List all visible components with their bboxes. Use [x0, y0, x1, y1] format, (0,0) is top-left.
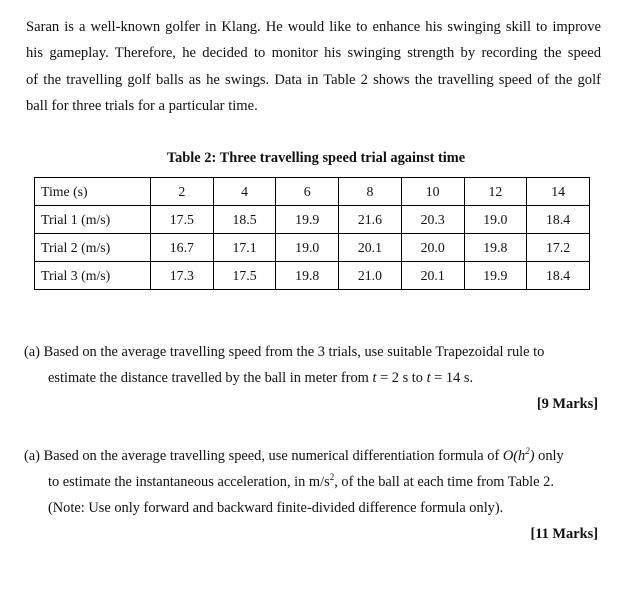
intro-line: Saran is a well-known golfer in Klang. He would like to enhance his swinging skill to improve: [26, 19, 601, 35]
table-cell: 18.4: [527, 206, 590, 234]
question-line: [24, 443, 599, 469]
variable-t: t: [426, 370, 431, 386]
marks-label: [11 Marks]: [530, 526, 598, 542]
question-text: Based on the average travelling speed from the 3 trials, use suitable Trapezoidal rule to: [43, 344, 545, 360]
table-header-cell: 12: [464, 178, 527, 206]
table-cell: 19.9: [464, 262, 527, 290]
table-cell: 19.0: [464, 206, 527, 234]
question-label: (a): [24, 448, 40, 464]
variable-t: t: [372, 370, 377, 386]
table-header-cell: 4: [213, 178, 276, 206]
question-label: (a): [24, 344, 40, 360]
table-caption: Table 2: Three travelling speed trial against time: [166, 150, 466, 166]
table-cell: 16.7: [151, 234, 214, 262]
table-header-cell: 2: [151, 178, 214, 206]
order-variable: h: [518, 448, 526, 464]
question-a-trapezoidal: [24, 339, 599, 391]
question-a-differentiation: [24, 443, 599, 521]
speed-trial-table: [34, 177, 590, 290]
table-cell: 19.9: [276, 206, 339, 234]
intro-line: ball for three trials for a particular time.: [26, 98, 258, 115]
order-symbol: O(: [502, 448, 519, 464]
big-o-notation: [503, 448, 535, 464]
table-cell: 17.5: [213, 262, 276, 290]
question-text: = 14 s.: [430, 370, 474, 386]
table-cell: 19.0: [276, 234, 339, 262]
table-cell: 20.3: [401, 206, 464, 234]
table-cell: 20.0: [401, 234, 464, 262]
table-cell: 18.4: [527, 262, 590, 290]
intro-line: his gameplay. Therefore, he decided to monitor his swinging strength by recording the speed: [26, 45, 601, 62]
table-cell: 21.6: [339, 206, 402, 234]
table-header-cell: 10: [401, 178, 464, 206]
table-header-cell: Time (s): [35, 178, 151, 206]
marks-label: [9 Marks]: [536, 396, 598, 412]
intro-line: of the travelling golf balls as he swings. Data in Table 2 shows the travelling speed of the golf: [26, 71, 601, 88]
table-header-cell: 14: [527, 178, 590, 206]
question-line: [24, 365, 599, 391]
table-cell: 19.8: [464, 234, 527, 262]
question-text: estimate the distance travelled by the ball in meter from: [48, 370, 373, 386]
table-cell: 21.0: [339, 262, 402, 290]
table-row: [35, 206, 590, 234]
intro-paragraph: [26, 14, 601, 120]
question-text: , of the ball at each time from Table 2.: [334, 474, 554, 490]
table-cell: 18.5: [213, 206, 276, 234]
question-text: Based on the average travelling speed, use numerical differentiation formula of: [43, 448, 503, 464]
table-cell: 20.1: [401, 262, 464, 290]
order-exponent: 2: [525, 446, 530, 457]
table-row: [35, 262, 590, 290]
table-cell: 17.5: [151, 206, 214, 234]
order-close: ): [529, 448, 535, 464]
table-row: [35, 234, 590, 262]
table-cell: Trial 2 (m/s): [35, 234, 151, 262]
question-line: (Note: Use only forward and backward finite-divided difference formula only).: [48, 500, 504, 516]
question-line: [24, 339, 599, 365]
table-header-cell: 8: [339, 178, 402, 206]
unit-exponent: 2: [329, 472, 335, 483]
table-cell: Trial 3 (m/s): [35, 262, 151, 290]
table-cell: Trial 1 (m/s): [35, 206, 151, 234]
table-header-cell: 6: [276, 178, 339, 206]
table-cell: 17.1: [213, 234, 276, 262]
table-cell: 17.2: [527, 234, 590, 262]
question-line: [24, 469, 599, 495]
table-cell: 20.1: [339, 234, 402, 262]
question-text: = 2 s to: [376, 370, 427, 386]
question-text: only: [534, 448, 564, 464]
table-header-row: [35, 178, 590, 206]
question-text: to estimate the instantaneous acceleration, in m/s: [48, 474, 330, 490]
table-cell: 17.3: [151, 262, 214, 290]
table-cell: 19.8: [276, 262, 339, 290]
